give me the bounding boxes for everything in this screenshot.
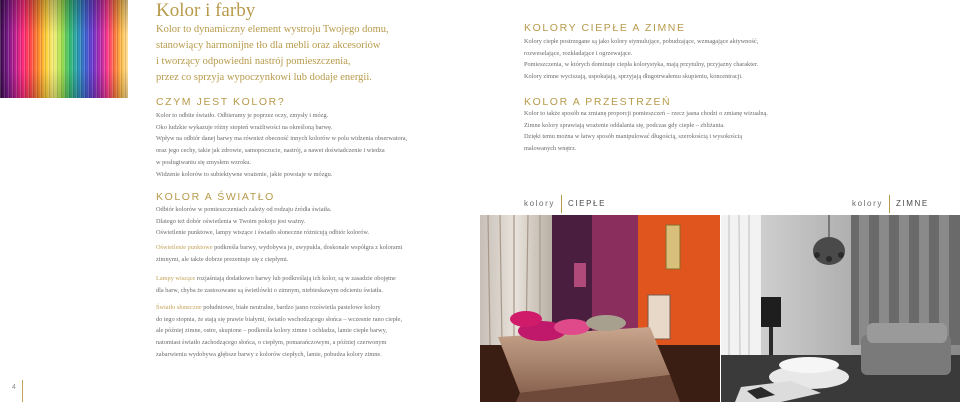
- section-kolory-cieple-a-zimne: Kolory ciepłe postrzegane są jako kolory stymulujące, pobudzające, wzmagające aktywność, rozweselające, rozkładające i ogrzewające. Pomieszczenia, w których dominuje ciepła kolorystyka, mają przytulny, przyjazny charakter. Kolory zimne wyciszają, uspokajają, sprzyjają długotrwałemu skupieniu, koncentracji.: [524, 38, 759, 81]
- heading-kolor-a-przestrzen: KOLOR A PRZESTRZEŃ: [524, 96, 672, 108]
- page-number: 4: [12, 384, 16, 391]
- paragraph-lampy-wiszace: Lampy wiszące rozjaśniają dodatkowo barwy lub podkreślają ich kolor, są w zasadzie obojętne dla barw, chyba że zastosowane są świetlówki o zimnym, niebieskawym odcieniu światła.: [156, 275, 396, 294]
- heading-czym-jest-kolor: CZYM JEST KOLOR?: [156, 96, 286, 108]
- paragraph-swiatlo-sloneczne: Światło słoneczne południowe, białe neutralne, bardzo jasno rozświetla pastelowe kolory do tego stopnia, że stają się prawie białymi, światło wschodzącego słońca – wczesnie rano ciepłe, ale później zimne, ostre, skupione – podkreśla kolory zimne i ochładza, lamie ciepłe barwy, natomiast światło zachodzącego słońca, o ciepłym, pomarańczowym, a później czerwonym zabarwieniu wydobywa głębsze barwy z kolorów ciepłych, lamie, pobudza kolory zimne.: [156, 304, 403, 358]
- heading-kolory-cieple-a-zimne: KOLORY CIEPŁE A ZIMNE: [524, 22, 686, 34]
- color-swatch-image: [0, 0, 128, 98]
- paragraph-oswietlenie-punktowe: Oświetlenie punktowe podkreśla barwy, wydobywa je, uwypukla, doskonale współgra z kolorami zimnymi, ale także dobrze prezentuje się z ciepłymi.: [156, 244, 403, 263]
- label-cold-colors: kolory ZIMNE: [852, 195, 929, 213]
- heading-kolor-a-swiatlo: KOLOR A ŚWIATŁO: [156, 191, 275, 203]
- section-czym-jest-kolor: Kolor to odbite światło. Odbieramy je poprzez oczy, zmysły i mózg. Oko ludzkie wykazuje różny stopień wrażliwości na określoną barwę. Wpływ na odbiór danej barwy ma również obecność innych kolorów w polu widzenia obserwatora, oraz jego cechy, takie jak zdrowie, samopoczucie, nastrój, a nawet doświadczenie i wiedza w posługiwaniu się zmysłem wzroku. Widzenie kolorów to subiektywne wrażenie, jakie powstaje w mózgu.: [156, 112, 408, 178]
- warm-interior-photo: [480, 215, 720, 402]
- section-kolor-a-swiatlo: Odbiór kolorów w pomieszczeniach zależy od rodzaju źródła światła. Dlatego też dobór oświetlenia w Twoim pokoju jest ważny. Oświetlenie punktowe, lampy wiszące i światło słoneczne różnicują odbiór kolorów.: [156, 206, 370, 237]
- label-warm-colors: kolory CIEPŁE: [524, 195, 606, 213]
- page-title: Kolor i farby: [156, 0, 256, 21]
- section-kolor-a-przestrzen: Kolor to także sposób na zmianę proporcji pomieszczeń – rzecz jasna chodzi o zmianę wizualną. Zimne kolory sprawiają wrażenie oddalania się, podczas gdy ciepłe – zbliżania. Dzięki temu można w łatwy sposób manipulować długością, szerokością i wysokością malowanych wnętrz.: [524, 110, 768, 153]
- page-number-rule: [22, 380, 23, 402]
- intro-text: Kolor to dynamiczny element wystroju Twojego domu, stanowiący harmonijne tło dla mebli oraz akcesoriów i tworzący odpowiedni nastrój pomieszczenia, przez co sprzyja wypoczynkowi lub dodaje energii.: [156, 24, 389, 83]
- cold-interior-photo: [721, 215, 960, 402]
